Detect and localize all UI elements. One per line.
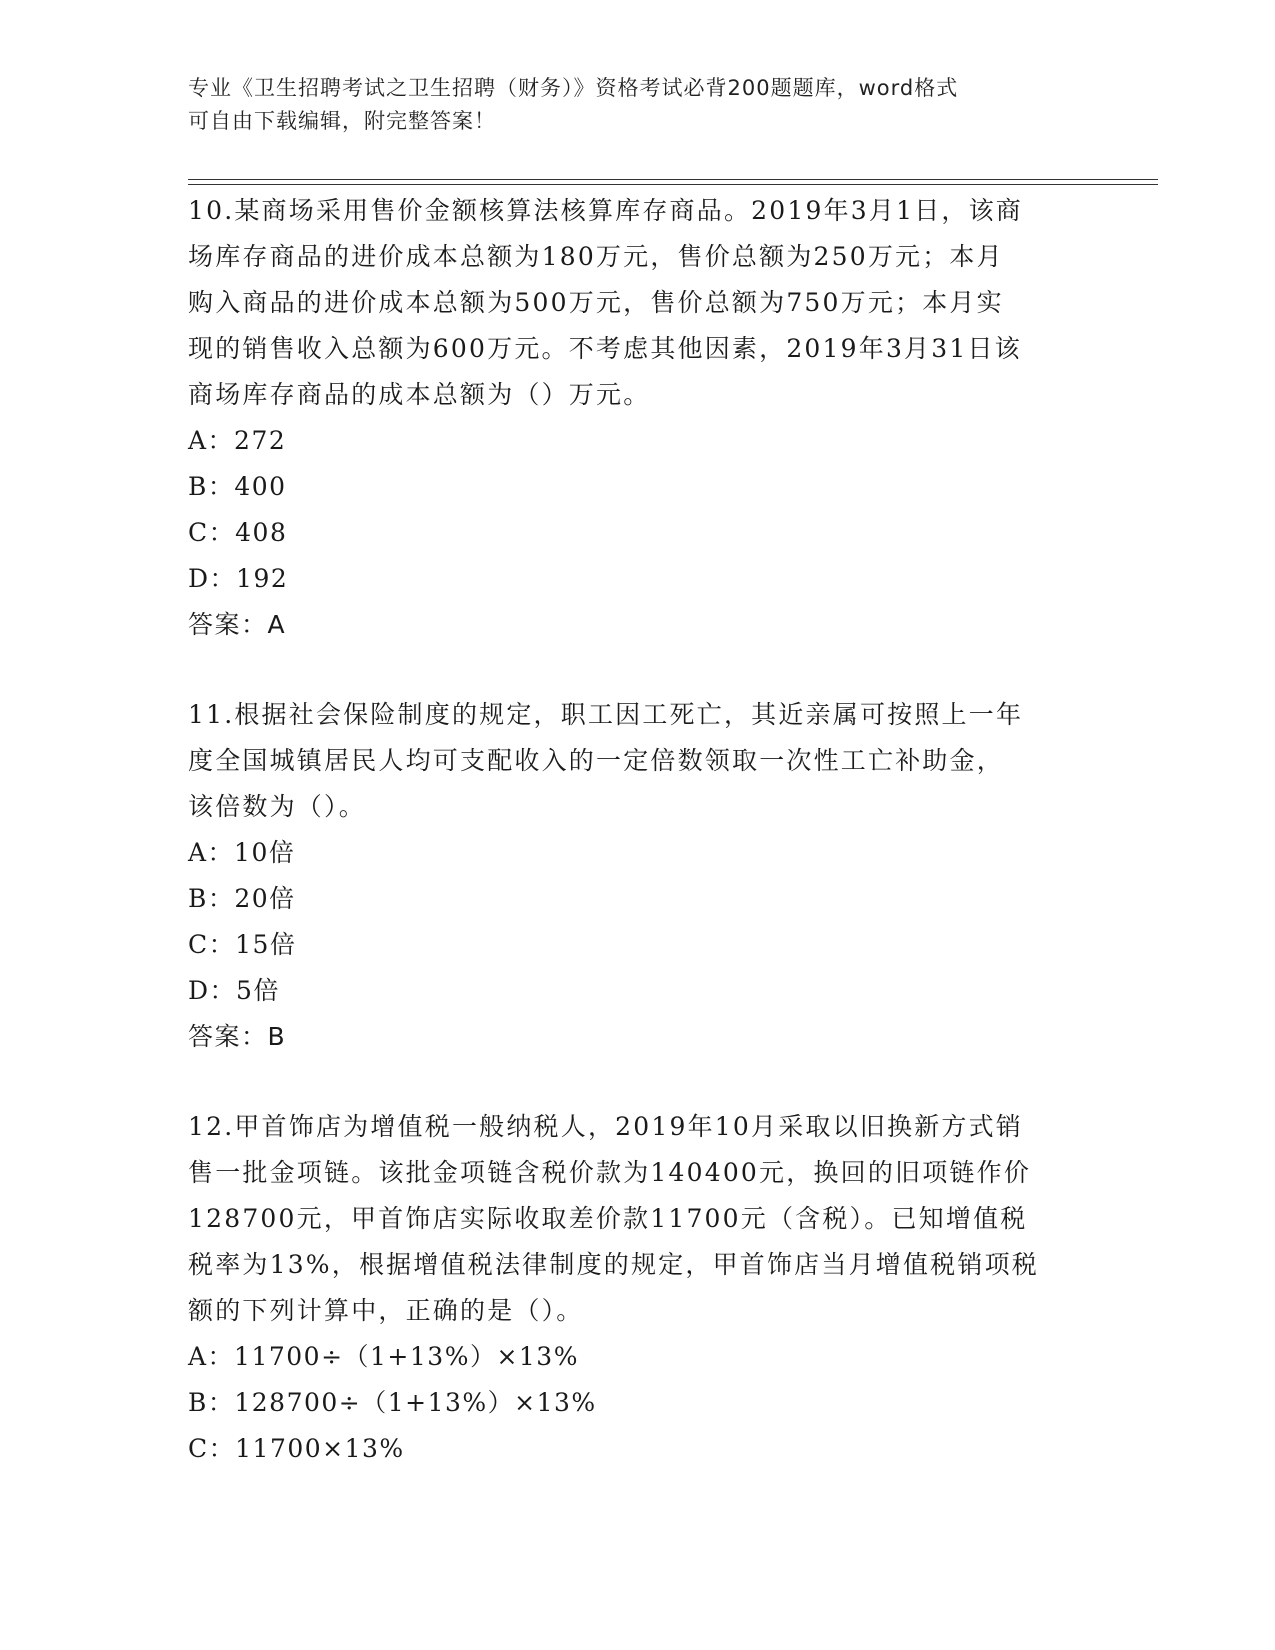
question-spacer <box>188 1060 1088 1104</box>
question-stem-line: 购入商品的进价成本总额为500万元，售价总额为750万元；本月实 <box>188 288 1004 317</box>
option-b: B：20倍 <box>188 884 296 913</box>
header-line-2: 可自由下载编辑，附完整答案！ <box>188 109 496 133</box>
question-12 <box>188 1104 1088 1472</box>
question-stem-line: 商场库存商品的成本总额为（）万元。 <box>188 380 651 409</box>
question-stem-line: 12.甲首饰店为增值税一般纳税人，2019年10月采取以旧换新方式销 <box>188 1112 1023 1141</box>
question-stem-line: 额的下列计算中，正确的是（）。 <box>188 1296 584 1325</box>
question-11 <box>188 692 1088 1060</box>
answer-line: 答案：A <box>188 610 287 639</box>
question-stem-line: 11.根据社会保险制度的规定，职工因工死亡，其近亲属可按照上一年 <box>188 700 1024 729</box>
question-list <box>188 188 1088 1472</box>
option-c: C：408 <box>188 518 288 547</box>
option-a: A：11700÷（1+13%）×13% <box>188 1342 579 1371</box>
header-divider-bottom <box>188 184 1158 185</box>
question-stem-line: 该倍数为（）。 <box>188 792 366 821</box>
question-stem-line: 场库存商品的进价成本总额为180万元，售价总额为250万元；本月 <box>188 242 1004 271</box>
question-stem-line: 度全国城镇居民人均可支配收入的一定倍数领取一次性工亡补助金， <box>188 746 1005 775</box>
option-c: C：11700×13% <box>188 1434 405 1463</box>
question-stem-line: 现的销售收入总额为600万元。不考虑其他因素，2019年3月31日该 <box>188 334 1022 363</box>
question-spacer <box>188 648 1088 692</box>
question-stem-line: 税率为13%，根据增值税法律制度的规定，甲首饰店当月增值税销项税 <box>188 1250 1039 1279</box>
option-a: A：272 <box>188 426 287 455</box>
header-line-1: 专业《卫生招聘考试之卫生招聘（财务）》资格考试必背200题题库，word格式 <box>188 76 959 100</box>
option-d: D：192 <box>188 564 289 593</box>
answer-line: 答案：B <box>188 1022 287 1051</box>
option-b: B：128700÷（1+13%）×13% <box>188 1388 597 1417</box>
header-divider-top <box>188 179 1158 180</box>
option-c: C：15倍 <box>188 930 297 959</box>
document-header <box>188 72 1068 138</box>
question-stem-line: 128700元，甲首饰店实际收取差价款11700元（含税）。已知增值税 <box>188 1204 1028 1233</box>
option-a: A：10倍 <box>188 838 296 867</box>
question-10 <box>188 188 1088 648</box>
question-stem-line: 10.某商场采用售价金额核算法核算库存商品。2019年3月1日，该商 <box>188 196 1023 225</box>
option-b: B：400 <box>188 472 287 501</box>
question-stem-line: 售一批金项链。该批金项链含税价款为140400元，换回的旧项链作价 <box>188 1158 1032 1187</box>
option-d: D：5倍 <box>188 976 280 1005</box>
